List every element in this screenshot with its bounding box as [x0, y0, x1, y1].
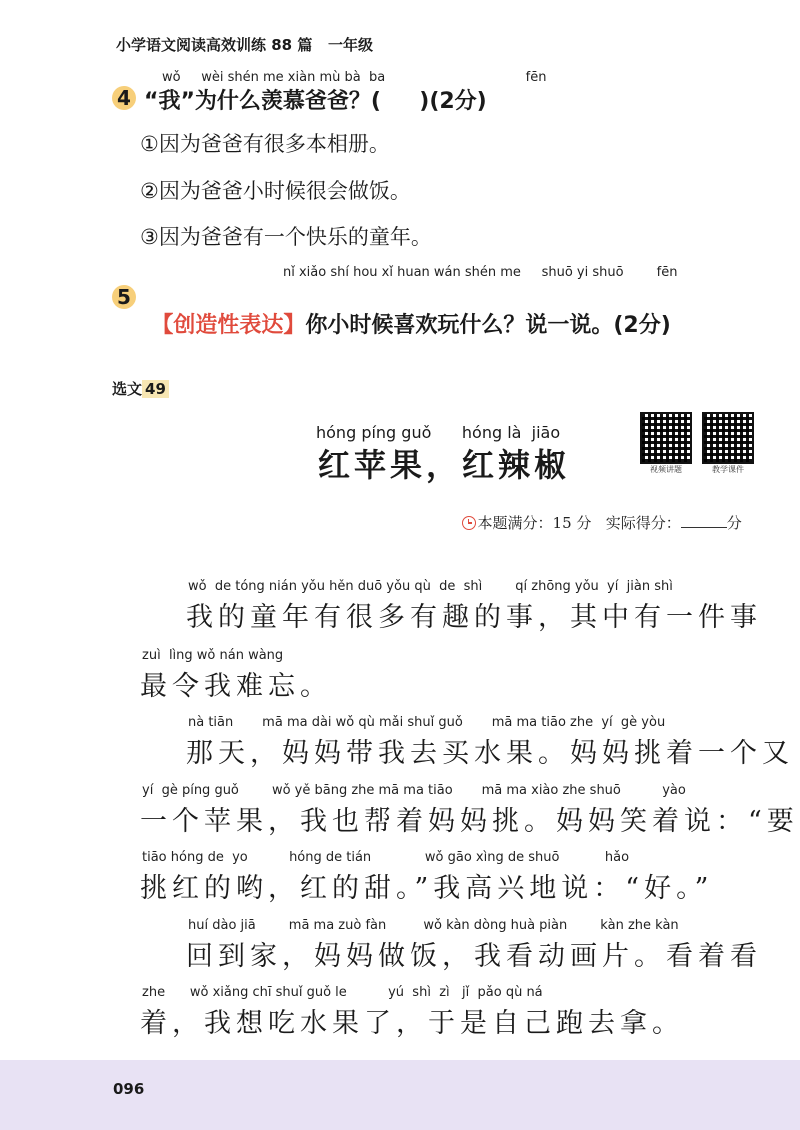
q4-option-3: ③因为爸爸有一个快乐的童年。: [140, 225, 432, 249]
line-4-text: 一个苹果，我也帮着妈妈挑。妈妈笑着说：“要: [140, 806, 799, 837]
q5-text: 你小时候喜欢玩什么？说一说。(2分): [305, 313, 671, 338]
line-3-pinyin: nà tiān mā ma dài wǒ qù mǎi shuǐ guǒ mā ma tiāo zhe yí gè yòu: [188, 715, 666, 730]
line-6-text: 回到家，妈妈做饭，我看动画片。看着看: [186, 941, 762, 972]
title-pinyin: hóng píng guǒ hóng là jiāo: [316, 423, 561, 442]
passage-label: [112, 378, 169, 399]
score-blank: [681, 513, 727, 528]
q5-pinyin: nǐ xiǎo shí hou xǐ huan wán shén me shuō yi shuō fēn: [283, 265, 678, 280]
q4-number: 4: [112, 86, 136, 110]
line-1-pinyin: wǒ de tóng nián yǒu hěn duō yǒu qù de shì qí zhōng yǒu yí jiàn shì: [188, 579, 673, 594]
qr-video-caption: 视频讲题: [650, 465, 682, 474]
line-7-text: 着，我想吃水果了，于是自己跑去拿。: [140, 1008, 684, 1039]
book-header: 小学语文阅读高效训练 88 篇 一年级: [116, 36, 373, 54]
page-number: 096: [113, 1080, 145, 1098]
score-label: 本题满分：15 分 实际得分：: [477, 514, 681, 532]
clock-icon: [462, 516, 476, 530]
q4-option-1: ①因为爸爸有很多本相册。: [140, 132, 390, 156]
score-unit: 分: [726, 514, 742, 532]
passage-title: 红苹果，红辣椒: [318, 446, 571, 484]
line-5-text: 挑红的哟，红的甜。”我高兴地说：“好。”: [140, 873, 714, 904]
q4-question: “我”为什么羡慕爸爸？( )(2分): [144, 89, 487, 114]
score-line: [452, 494, 742, 533]
qr-video[interactable]: [640, 412, 696, 475]
qr-courseware[interactable]: [702, 412, 758, 475]
line-7-pinyin: zhe wǒ xiǎng chī shuǐ guǒ le yú shì zì jǐ pǎo qù ná: [142, 985, 543, 1000]
passage-label-num: 49: [142, 380, 169, 398]
q5-number-badge: [112, 285, 136, 309]
q5-question: [136, 283, 671, 339]
line-2-pinyin: zuì lìng wǒ nán wàng: [142, 648, 284, 663]
qr-code-icon: [702, 412, 754, 464]
q5-number: 5: [112, 285, 136, 309]
qr-code-icon: [640, 412, 692, 464]
q4-pinyin: wǒ wèi shén me xiàn mù bà ba fēn: [162, 70, 547, 85]
line-6-pinyin: huí dào jiā mā ma zuò fàn wǒ kàn dòng huà piàn kàn zhe kàn: [188, 918, 679, 933]
qr-courseware-caption: 教学课件: [712, 465, 744, 474]
line-5-pinyin: tiāo hóng de yo hóng de tián wǒ gāo xìng de shuō hǎo: [142, 850, 630, 865]
q5-tag: 【创造性表达】: [151, 313, 306, 338]
line-3-text: 那天，妈妈带我去买水果。妈妈挑着一个又: [186, 738, 794, 769]
q4-option-2: ②因为爸爸小时候很会做饭。: [140, 179, 411, 203]
line-1-text: 我的童年有很多有趣的事，其中有一件事: [186, 602, 762, 633]
line-2-text: 最令我难忘。: [140, 671, 332, 702]
line-4-pinyin: yí gè píng guǒ wǒ yě bāng zhe mā ma tiāo mā ma xiào zhe shuō yào: [142, 783, 686, 798]
q4-number-badge: [112, 86, 136, 110]
passage-label-prefix: 选文: [112, 380, 143, 398]
